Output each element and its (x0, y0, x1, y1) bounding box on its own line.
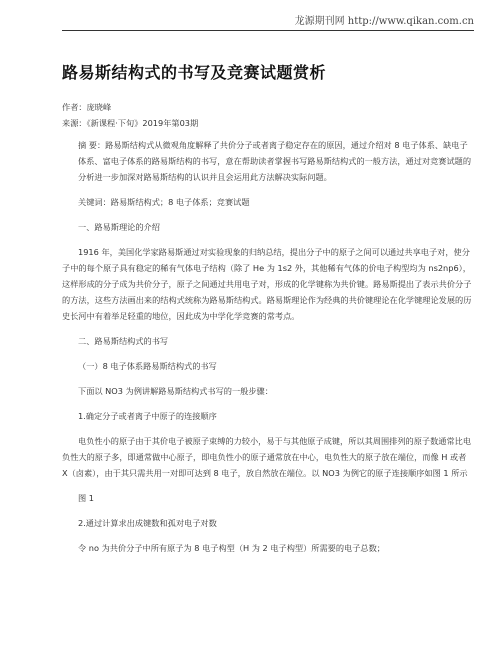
spacer (62, 399, 474, 408)
header-divider (62, 30, 474, 31)
paragraph: 下面以 NO3 为例讲解路易斯结构式书写的一般步骤： (78, 386, 273, 396)
article-source: 来源：《新课程·下旬》2019年第03期 (62, 118, 199, 128)
section-heading: 一、路易斯理论的介绍 (78, 222, 160, 232)
section-heading: 二、路易斯结构式的书写 (78, 336, 169, 346)
paragraph: 电负性小的原子由于其价电子被原子束缚的力较小，易于与其他原子成键，所以其周围排列的原子数通常比电负性大的原子多，即通常做中心原子，即电负性小的原子通常放在中心，电负性大的原子放在端位，而像 H 或者 X（卤素），由于其只需共用一对即可达到 8 电子，放自然放在端位。以 NO3 为例它的原子连接顺序如图 1 所示 (62, 436, 472, 478)
article-author: 作者：庞晓峰 (62, 102, 112, 112)
spacer (62, 210, 474, 219)
article-body (62, 99, 474, 556)
spacer (62, 506, 474, 515)
spacer (62, 235, 474, 244)
spacer (62, 349, 474, 358)
spacer (62, 185, 474, 194)
step-heading: 2.通过计算求出成键数和孤对电子对数 (78, 518, 217, 528)
paragraph: 1916 年，美国化学家路易斯通过对实验现象的归纳总结，提出分子中的原子之间可以通过共享电子对，使分子中的每个原子具有稳定的稀有气体电子结构（除了 He 为 1s2 外，其他稀有气体的价电子构型均为 ns2np6），这样形成的分子成为共价分子，原子之间通过共用电子对，形成的化学键称为共价键。路易斯提出了表示共价分子的方法，这些方法画出来的结构式统称为路易斯结构式。路易斯理论作为经典的共价键理论在化学键理论发展的历史长河中有着举足轻重的地位，因此成为中学化学竞赛的常考点。 (62, 247, 472, 321)
article-title: 路易斯结构式的书写及竞赛试题赏析 (62, 63, 327, 82)
spacer (62, 531, 474, 540)
figure-caption: 图 1 (78, 493, 94, 503)
spacer (62, 324, 474, 333)
spacer (62, 481, 474, 490)
article-abstract: 摘 要：路易斯结构式从微观角度解释了共价分子或者离子稳定存在的原因，通过介绍对 8 电子体系、缺电子体系、富电子体系的路易斯结构的书写，意在帮助读者掌握书写路易斯结构式的一般方法，通过对竞赛试题的分析进一步加深对路易斯结构的认识并且会运用此方法解决实际问题。 (78, 140, 472, 182)
step-heading: 1.确定分子或者离子中原子的连接顺序 (78, 411, 217, 421)
article-keywords: 关键词：路易斯结构式；8 电子体系；竞赛试题 (78, 197, 250, 207)
subsection-heading: （一）8 电子体系路易斯结构式的书写 (78, 361, 217, 371)
paragraph: 令 no 为共价分子中所有原子为 8 电子构型（H 为 2 电子构型）所需要的电子总数； (78, 543, 385, 553)
spacer (62, 424, 474, 433)
spacer (62, 374, 474, 383)
header-site-url[interactable]: 龙源期刊网 http://www.qikan.com.cn (294, 16, 474, 27)
